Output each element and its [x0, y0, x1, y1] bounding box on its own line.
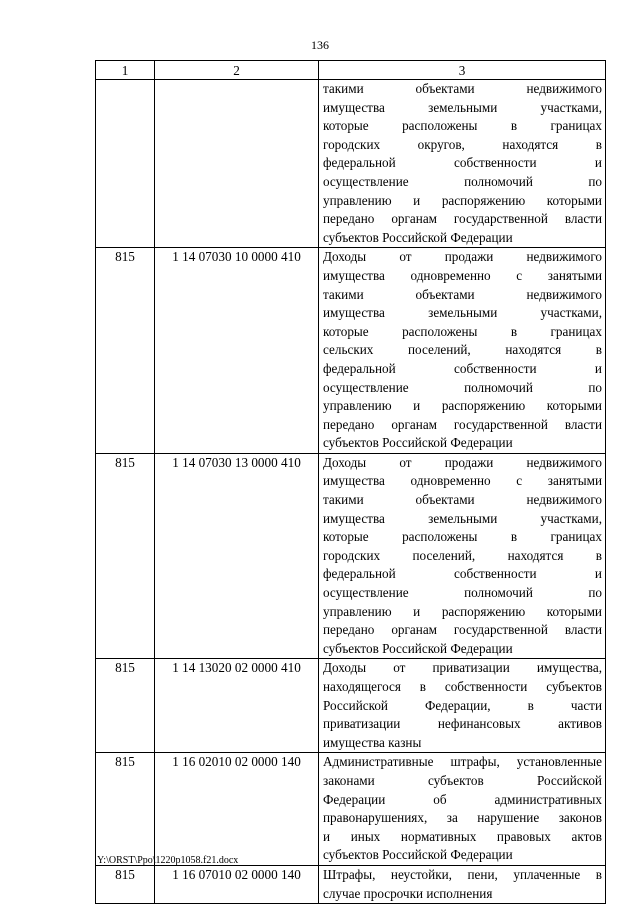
- revenue-code-cell: 1 16 07010 02 0000 140: [155, 865, 319, 903]
- description-line: Штрафы, неустойки, пени, уплаченные в: [323, 866, 602, 882]
- revenue-code-cell: 1 14 13020 02 0000 410: [155, 659, 319, 753]
- description-line: передано органам государственной власти: [323, 416, 602, 432]
- description-line: находящегося в собственности субъектов: [323, 679, 602, 694]
- description-line: управлению и распоряжению которыми: [323, 192, 602, 208]
- description-line: Административные штрафы, установленные: [323, 754, 602, 770]
- description-line: Доходы от продажи недвижимого: [323, 454, 602, 470]
- file-path-footer: Y:\ORST\Ppo\1220p1058.f21.docx: [97, 855, 239, 866]
- description-line: управлению и распоряжению которыми: [323, 603, 602, 619]
- description-line: которые расположены в границах: [323, 529, 602, 545]
- description-line: имущества земельными участками,: [323, 99, 602, 115]
- description-line: городских округов, находятся в: [323, 136, 602, 152]
- description-line: такими объектами недвижимого: [323, 286, 602, 302]
- table-row: [96, 659, 606, 753]
- description-line: приватизации нефинансовых активов: [323, 716, 602, 732]
- description-line: сельских поселений, находятся в: [323, 342, 602, 358]
- description-line: имущества земельными участками,: [323, 510, 602, 526]
- description-line: Доходы от продажи недвижимого: [323, 249, 602, 265]
- description-line: федеральной собственности и: [323, 566, 602, 582]
- description-cell: [319, 753, 606, 866]
- description-line: субъектов Российской Федерации: [323, 640, 513, 656]
- revenue-code-cell: 1 14 07030 13 0000 410: [155, 453, 319, 659]
- description-line: которые расположены в границах: [323, 118, 602, 134]
- table-row: [96, 865, 606, 903]
- revenue-code-cell: 1 16 02010 02 0000 140: [155, 753, 319, 866]
- description-line: законами субъектов Российской: [323, 772, 602, 788]
- description-cell: [319, 453, 606, 659]
- admin-code-cell: 815: [96, 453, 155, 659]
- description-line: передано органам государственной власти: [323, 211, 602, 227]
- description-line: субъектов Российской Федерации: [323, 435, 513, 451]
- admin-code-cell: 815: [96, 248, 155, 454]
- revenue-codes-table: [95, 60, 606, 904]
- admin-code-cell: 815: [96, 659, 155, 753]
- description-cell: [319, 865, 606, 903]
- description-line: субъектов Российской Федерации: [323, 229, 513, 245]
- description-line: имущества казны: [323, 734, 422, 750]
- description-line: имущества одновременно с занятыми: [323, 267, 602, 283]
- description-line: осуществление полномочий по: [323, 585, 602, 601]
- description-line: и иных нормативных правовых актов: [323, 828, 602, 844]
- description-line: федеральной собственности и: [323, 155, 602, 171]
- description-line: федеральной собственности и: [323, 360, 602, 376]
- table-header-row: [96, 61, 606, 80]
- description-line: осуществление полномочий по: [323, 173, 602, 189]
- description-line: управлению и распоряжению которыми: [323, 398, 602, 414]
- description-line: осуществление полномочий по: [323, 379, 602, 395]
- description-cell: [319, 248, 606, 454]
- table-row: [96, 453, 606, 659]
- description-line: имущества одновременно с занятыми: [323, 473, 602, 489]
- description-line: Доходы от приватизации имущества,: [323, 660, 602, 676]
- description-line: городских поселений, находятся в: [323, 547, 602, 563]
- table-row: [96, 80, 606, 248]
- revenue-code-cell: [155, 80, 319, 248]
- table-row: [96, 753, 606, 866]
- description-line: Федерации об административных: [323, 791, 602, 807]
- table-row: [96, 248, 606, 454]
- description-line: правонарушениях, за нарушение законов: [323, 810, 602, 826]
- admin-code-cell: 815: [96, 753, 155, 866]
- description-line: имущества земельными участками,: [323, 305, 602, 321]
- description-line: случае просрочки исполнения: [323, 885, 493, 901]
- description-cell: [319, 80, 606, 248]
- description-line: Российской Федерации, в части: [323, 697, 602, 713]
- description-line: которые расположены в границах: [323, 323, 602, 339]
- revenue-code-cell: 1 14 07030 10 0000 410: [155, 248, 319, 454]
- admin-code-cell: 815: [96, 865, 155, 903]
- header-col-3: 3: [319, 61, 606, 80]
- page-number: 136: [311, 38, 329, 52]
- table-body: [96, 61, 606, 904]
- header-col-1: 1: [96, 61, 155, 80]
- description-line: передано органам государственной власти: [323, 622, 602, 638]
- description-line: такими объектами недвижимого: [323, 492, 602, 508]
- header-col-2: 2: [155, 61, 319, 80]
- admin-code-cell: [96, 80, 155, 248]
- description-cell: [319, 659, 606, 753]
- description-line: субъектов Российской Федерации: [323, 847, 513, 863]
- description-line: такими объектами недвижимого: [323, 81, 602, 96]
